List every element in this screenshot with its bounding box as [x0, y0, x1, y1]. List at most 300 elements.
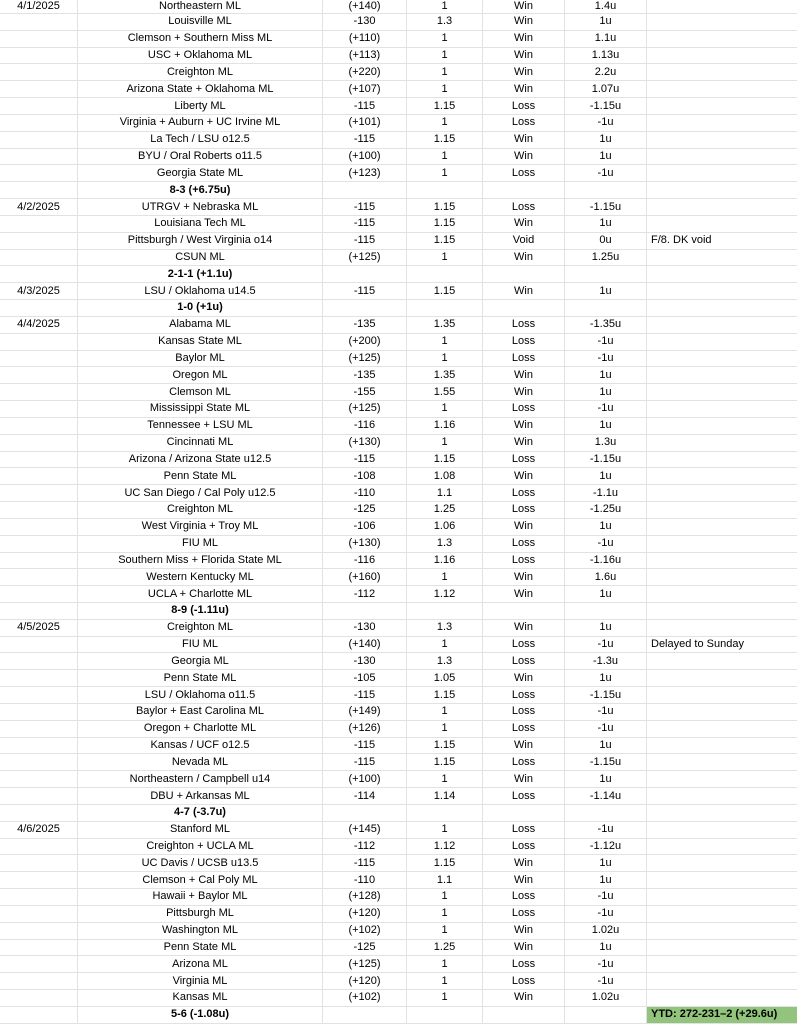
date-cell[interactable]	[0, 805, 78, 822]
stake-cell[interactable]: 1	[407, 771, 483, 788]
stake-cell[interactable]: 1.15	[407, 738, 483, 755]
odds-cell[interactable]: (+102)	[323, 923, 407, 940]
date-cell[interactable]	[0, 31, 78, 48]
stake-cell[interactable]	[407, 603, 483, 620]
ytd-total-cell[interactable]: YTD: 272-231–2 (+29.6u)	[647, 1007, 797, 1024]
odds-cell[interactable]: (+140)	[323, 637, 407, 654]
bet-cell[interactable]: Virginia + Auburn + UC Irvine ML	[78, 115, 323, 132]
odds-cell[interactable]: -115	[323, 687, 407, 704]
odds-cell[interactable]	[323, 266, 407, 283]
daily-summary-cell[interactable]: 4-7 (-3.7u)	[78, 805, 323, 822]
odds-cell[interactable]: -130	[323, 14, 407, 31]
bet-cell[interactable]: Clemson + Southern Miss ML	[78, 31, 323, 48]
date-cell[interactable]	[0, 889, 78, 906]
notes-cell[interactable]	[647, 889, 797, 906]
notes-cell[interactable]	[647, 468, 797, 485]
notes-cell[interactable]	[647, 839, 797, 856]
bet-cell[interactable]: CSUN ML	[78, 250, 323, 267]
daily-summary-cell[interactable]: 5-6 (-1.08u)	[78, 1007, 323, 1024]
units-cell[interactable]	[565, 805, 647, 822]
units-cell[interactable]: -1.14u	[565, 788, 647, 805]
notes-cell[interactable]	[647, 721, 797, 738]
bet-cell[interactable]: Liberty ML	[78, 98, 323, 115]
date-cell[interactable]	[0, 233, 78, 250]
bet-cell[interactable]: Arizona ML	[78, 956, 323, 973]
notes-cell[interactable]	[647, 670, 797, 687]
date-cell[interactable]	[0, 384, 78, 401]
notes-cell[interactable]	[647, 923, 797, 940]
units-cell[interactable]: 1u	[565, 586, 647, 603]
units-cell[interactable]: 1u	[565, 519, 647, 536]
bet-cell[interactable]: Clemson ML	[78, 384, 323, 401]
result-cell[interactable]: Win	[483, 81, 565, 98]
notes-cell[interactable]	[647, 653, 797, 670]
odds-cell[interactable]: -115	[323, 738, 407, 755]
bet-cell[interactable]: Penn State ML	[78, 940, 323, 957]
result-cell[interactable]: Loss	[483, 822, 565, 839]
stake-cell[interactable]: 1.15	[407, 283, 483, 300]
odds-cell[interactable]: (+123)	[323, 165, 407, 182]
date-cell[interactable]	[0, 132, 78, 149]
odds-cell[interactable]: (+220)	[323, 64, 407, 81]
stake-cell[interactable]: 1	[407, 31, 483, 48]
units-cell[interactable]: 1.07u	[565, 81, 647, 98]
stake-cell[interactable]: 1.15	[407, 687, 483, 704]
stake-cell[interactable]: 1.14	[407, 788, 483, 805]
units-cell[interactable]: -1u	[565, 906, 647, 923]
stake-cell[interactable]: 1.15	[407, 216, 483, 233]
units-cell[interactable]: -1u	[565, 401, 647, 418]
stake-cell[interactable]: 1	[407, 822, 483, 839]
date-cell[interactable]	[0, 872, 78, 889]
result-cell[interactable]: Win	[483, 990, 565, 1007]
notes-cell[interactable]	[647, 872, 797, 889]
result-cell[interactable]: Win	[483, 384, 565, 401]
odds-cell[interactable]: (+125)	[323, 250, 407, 267]
bet-cell[interactable]: Baylor ML	[78, 351, 323, 368]
units-cell[interactable]: 1u	[565, 620, 647, 637]
date-cell[interactable]	[0, 687, 78, 704]
result-cell[interactable]: Win	[483, 283, 565, 300]
units-cell[interactable]: 1u	[565, 418, 647, 435]
daily-summary-cell[interactable]: 2-1-1 (+1.1u)	[78, 266, 323, 283]
date-cell[interactable]	[0, 990, 78, 1007]
date-cell[interactable]	[0, 64, 78, 81]
stake-cell[interactable]: 1	[407, 637, 483, 654]
odds-cell[interactable]: (+113)	[323, 48, 407, 65]
units-cell[interactable]: 1u	[565, 149, 647, 166]
odds-cell[interactable]	[323, 300, 407, 317]
bet-cell[interactable]: Creighton ML	[78, 502, 323, 519]
units-cell[interactable]: 1u	[565, 14, 647, 31]
units-cell[interactable]: -1u	[565, 721, 647, 738]
units-cell[interactable]: 1u	[565, 367, 647, 384]
bet-cell[interactable]: Creighton ML	[78, 620, 323, 637]
units-cell[interactable]: -1u	[565, 351, 647, 368]
notes-cell[interactable]	[647, 502, 797, 519]
stake-cell[interactable]: 1.3	[407, 14, 483, 31]
notes-cell[interactable]	[647, 738, 797, 755]
notes-cell[interactable]	[647, 553, 797, 570]
bet-cell[interactable]: Kansas State ML	[78, 334, 323, 351]
notes-cell[interactable]	[647, 771, 797, 788]
stake-cell[interactable]: 1.3	[407, 620, 483, 637]
stake-cell[interactable]: 1.35	[407, 367, 483, 384]
notes-cell[interactable]	[647, 149, 797, 166]
date-cell[interactable]	[0, 351, 78, 368]
date-cell[interactable]	[0, 637, 78, 654]
notes-cell[interactable]	[647, 990, 797, 1007]
stake-cell[interactable]: 1.16	[407, 418, 483, 435]
date-cell[interactable]: 4/6/2025	[0, 822, 78, 839]
result-cell[interactable]: Win	[483, 149, 565, 166]
notes-cell[interactable]	[647, 435, 797, 452]
bet-cell[interactable]: Kansas ML	[78, 990, 323, 1007]
result-cell[interactable]: Win	[483, 418, 565, 435]
units-cell[interactable]: -1.15u	[565, 199, 647, 216]
result-cell[interactable]: Win	[483, 586, 565, 603]
stake-cell[interactable]: 1.3	[407, 653, 483, 670]
stake-cell[interactable]: 1.05	[407, 670, 483, 687]
result-cell[interactable]: Win	[483, 569, 565, 586]
bet-cell[interactable]: FIU ML	[78, 536, 323, 553]
bet-cell[interactable]: Kansas / UCF o12.5	[78, 738, 323, 755]
bet-cell[interactable]: Hawaii + Baylor ML	[78, 889, 323, 906]
result-cell[interactable]: Loss	[483, 637, 565, 654]
date-cell[interactable]	[0, 468, 78, 485]
stake-cell[interactable]: 1.12	[407, 839, 483, 856]
bet-cell[interactable]: Cincinnati ML	[78, 435, 323, 452]
result-cell[interactable]: Win	[483, 670, 565, 687]
stake-cell[interactable]: 1.15	[407, 754, 483, 771]
bet-cell[interactable]: Mississippi State ML	[78, 401, 323, 418]
stake-cell[interactable]: 1.15	[407, 98, 483, 115]
stake-cell[interactable]: 1.15	[407, 855, 483, 872]
odds-cell[interactable]: (+149)	[323, 704, 407, 721]
notes-cell[interactable]	[647, 31, 797, 48]
result-cell[interactable]	[483, 266, 565, 283]
units-cell[interactable]: -1.16u	[565, 553, 647, 570]
units-cell[interactable]	[565, 1007, 647, 1024]
odds-cell[interactable]: -112	[323, 839, 407, 856]
result-cell[interactable]: Loss	[483, 754, 565, 771]
result-cell[interactable]: Loss	[483, 334, 565, 351]
odds-cell[interactable]: (+107)	[323, 81, 407, 98]
bet-cell[interactable]: LSU / Oklahoma u14.5	[78, 283, 323, 300]
stake-cell[interactable]: 1.3	[407, 536, 483, 553]
notes-cell[interactable]	[647, 165, 797, 182]
stake-cell[interactable]: 1	[407, 721, 483, 738]
notes-cell[interactable]	[647, 81, 797, 98]
result-cell[interactable]: Win	[483, 0, 565, 14]
result-cell[interactable]: Win	[483, 435, 565, 452]
notes-cell[interactable]	[647, 367, 797, 384]
date-cell[interactable]: 4/5/2025	[0, 620, 78, 637]
bet-cell[interactable]: Georgia ML	[78, 653, 323, 670]
result-cell[interactable]: Loss	[483, 502, 565, 519]
notes-cell[interactable]	[647, 14, 797, 31]
bet-cell[interactable]: Southern Miss + Florida State ML	[78, 553, 323, 570]
result-cell[interactable]: Void	[483, 233, 565, 250]
notes-cell[interactable]	[647, 300, 797, 317]
bet-cell[interactable]: Virginia ML	[78, 973, 323, 990]
result-cell[interactable]: Loss	[483, 317, 565, 334]
odds-cell[interactable]: (+120)	[323, 973, 407, 990]
odds-cell[interactable]: -130	[323, 653, 407, 670]
result-cell[interactable]	[483, 300, 565, 317]
odds-cell[interactable]: (+130)	[323, 536, 407, 553]
stake-cell[interactable]: 1.1	[407, 485, 483, 502]
bet-cell[interactable]: Oregon ML	[78, 367, 323, 384]
odds-cell[interactable]: -115	[323, 216, 407, 233]
units-cell[interactable]: -1.3u	[565, 653, 647, 670]
odds-cell[interactable]: (+128)	[323, 889, 407, 906]
result-cell[interactable]: Loss	[483, 401, 565, 418]
stake-cell[interactable]: 1	[407, 889, 483, 906]
units-cell[interactable]	[565, 182, 647, 199]
bet-cell[interactable]: UC Davis / UCSB u13.5	[78, 855, 323, 872]
odds-cell[interactable]: -135	[323, 317, 407, 334]
date-cell[interactable]	[0, 519, 78, 536]
odds-cell[interactable]	[323, 182, 407, 199]
notes-cell[interactable]	[647, 418, 797, 435]
stake-cell[interactable]: 1.15	[407, 233, 483, 250]
odds-cell[interactable]: (+101)	[323, 115, 407, 132]
date-cell[interactable]: 4/4/2025	[0, 317, 78, 334]
date-cell[interactable]	[0, 788, 78, 805]
result-cell[interactable]: Win	[483, 468, 565, 485]
bet-cell[interactable]: Penn State ML	[78, 468, 323, 485]
odds-cell[interactable]	[323, 603, 407, 620]
units-cell[interactable]: -1.1u	[565, 485, 647, 502]
stake-cell[interactable]: 1.25	[407, 502, 483, 519]
units-cell[interactable]: -1u	[565, 956, 647, 973]
units-cell[interactable]: 1u	[565, 771, 647, 788]
odds-cell[interactable]: -105	[323, 670, 407, 687]
notes-cell[interactable]	[647, 973, 797, 990]
bet-cell[interactable]: FIU ML	[78, 637, 323, 654]
odds-cell[interactable]: (+102)	[323, 990, 407, 1007]
result-cell[interactable]: Loss	[483, 839, 565, 856]
units-cell[interactable]: -1.25u	[565, 502, 647, 519]
odds-cell[interactable]: (+200)	[323, 334, 407, 351]
stake-cell[interactable]: 1	[407, 64, 483, 81]
units-cell[interactable]: -1u	[565, 637, 647, 654]
odds-cell[interactable]: -130	[323, 620, 407, 637]
stake-cell[interactable]: 1.15	[407, 452, 483, 469]
notes-cell[interactable]	[647, 401, 797, 418]
result-cell[interactable]: Win	[483, 620, 565, 637]
bet-cell[interactable]: Creighton ML	[78, 64, 323, 81]
date-cell[interactable]	[0, 367, 78, 384]
bet-cell[interactable]: Louisville ML	[78, 14, 323, 31]
date-cell[interactable]	[0, 48, 78, 65]
date-cell[interactable]	[0, 165, 78, 182]
odds-cell[interactable]: -112	[323, 586, 407, 603]
units-cell[interactable]: 1u	[565, 216, 647, 233]
result-cell[interactable]: Loss	[483, 199, 565, 216]
odds-cell[interactable]: -114	[323, 788, 407, 805]
result-cell[interactable]: Loss	[483, 889, 565, 906]
result-cell[interactable]: Loss	[483, 687, 565, 704]
units-cell[interactable]: 1.1u	[565, 31, 647, 48]
notes-cell[interactable]	[647, 822, 797, 839]
result-cell[interactable]: Loss	[483, 973, 565, 990]
notes-cell[interactable]: F/8. DK void	[647, 233, 797, 250]
bet-cell[interactable]: Northeastern ML	[78, 0, 323, 14]
units-cell[interactable]: -1.12u	[565, 839, 647, 856]
odds-cell[interactable]: -110	[323, 872, 407, 889]
bet-cell[interactable]: Penn State ML	[78, 670, 323, 687]
date-cell[interactable]	[0, 553, 78, 570]
date-cell[interactable]	[0, 115, 78, 132]
stake-cell[interactable]	[407, 182, 483, 199]
result-cell[interactable]: Win	[483, 31, 565, 48]
notes-cell[interactable]	[647, 519, 797, 536]
stake-cell[interactable]: 1	[407, 569, 483, 586]
result-cell[interactable]: Win	[483, 250, 565, 267]
odds-cell[interactable]: -115	[323, 233, 407, 250]
notes-cell[interactable]	[647, 64, 797, 81]
date-cell[interactable]	[0, 418, 78, 435]
result-cell[interactable]: Loss	[483, 165, 565, 182]
result-cell[interactable]: Win	[483, 940, 565, 957]
stake-cell[interactable]: 1.15	[407, 132, 483, 149]
stake-cell[interactable]	[407, 805, 483, 822]
date-cell[interactable]	[0, 923, 78, 940]
notes-cell[interactable]	[647, 283, 797, 300]
result-cell[interactable]: Win	[483, 738, 565, 755]
odds-cell[interactable]: (+100)	[323, 149, 407, 166]
units-cell[interactable]: 1.25u	[565, 250, 647, 267]
result-cell[interactable]	[483, 603, 565, 620]
bet-cell[interactable]: La Tech / LSU o12.5	[78, 132, 323, 149]
odds-cell[interactable]: -116	[323, 418, 407, 435]
units-cell[interactable]: -1u	[565, 115, 647, 132]
date-cell[interactable]	[0, 1007, 78, 1024]
notes-cell[interactable]	[647, 351, 797, 368]
odds-cell[interactable]	[323, 805, 407, 822]
stake-cell[interactable]: 1.25	[407, 940, 483, 957]
odds-cell[interactable]: (+120)	[323, 906, 407, 923]
result-cell[interactable]: Loss	[483, 485, 565, 502]
bet-cell[interactable]: Louisiana Tech ML	[78, 216, 323, 233]
notes-cell[interactable]	[647, 132, 797, 149]
units-cell[interactable]: -1u	[565, 973, 647, 990]
bet-cell[interactable]: UC San Diego / Cal Poly u12.5	[78, 485, 323, 502]
odds-cell[interactable]: -125	[323, 940, 407, 957]
notes-cell[interactable]	[647, 317, 797, 334]
result-cell[interactable]: Win	[483, 216, 565, 233]
stake-cell[interactable]	[407, 266, 483, 283]
units-cell[interactable]: 1u	[565, 940, 647, 957]
stake-cell[interactable]: 1	[407, 0, 483, 14]
result-cell[interactable]: Win	[483, 14, 565, 31]
bet-cell[interactable]: Northeastern / Campbell u14	[78, 771, 323, 788]
units-cell[interactable]: -1.35u	[565, 317, 647, 334]
stake-cell[interactable]: 1.06	[407, 519, 483, 536]
odds-cell[interactable]: (+140)	[323, 0, 407, 14]
result-cell[interactable]: Win	[483, 64, 565, 81]
stake-cell[interactable]: 1	[407, 334, 483, 351]
bet-cell[interactable]: DBU + Arkansas ML	[78, 788, 323, 805]
result-cell[interactable]: Win	[483, 872, 565, 889]
date-cell[interactable]	[0, 738, 78, 755]
bet-cell[interactable]: Arizona / Arizona State u12.5	[78, 452, 323, 469]
odds-cell[interactable]: -115	[323, 754, 407, 771]
units-cell[interactable]: -1.15u	[565, 687, 647, 704]
odds-cell[interactable]: -125	[323, 502, 407, 519]
notes-cell[interactable]	[647, 754, 797, 771]
date-cell[interactable]	[0, 839, 78, 856]
result-cell[interactable]: Loss	[483, 536, 565, 553]
notes-cell[interactable]	[647, 216, 797, 233]
stake-cell[interactable]: 1.08	[407, 468, 483, 485]
date-cell[interactable]	[0, 485, 78, 502]
stake-cell[interactable]: 1	[407, 81, 483, 98]
bet-cell[interactable]: Washington ML	[78, 923, 323, 940]
result-cell[interactable]: Win	[483, 48, 565, 65]
odds-cell[interactable]: -155	[323, 384, 407, 401]
stake-cell[interactable]: 1.16	[407, 553, 483, 570]
date-cell[interactable]	[0, 266, 78, 283]
units-cell[interactable]	[565, 603, 647, 620]
notes-cell[interactable]	[647, 485, 797, 502]
odds-cell[interactable]: -115	[323, 199, 407, 216]
date-cell[interactable]	[0, 452, 78, 469]
bet-cell[interactable]: BYU / Oral Roberts o11.5	[78, 149, 323, 166]
units-cell[interactable]: -1u	[565, 704, 647, 721]
bet-cell[interactable]: LSU / Oklahoma o11.5	[78, 687, 323, 704]
units-cell[interactable]: 0u	[565, 233, 647, 250]
date-cell[interactable]	[0, 973, 78, 990]
odds-cell[interactable]: (+126)	[323, 721, 407, 738]
result-cell[interactable]: Loss	[483, 788, 565, 805]
odds-cell[interactable]: -135	[323, 367, 407, 384]
result-cell[interactable]: Loss	[483, 553, 565, 570]
notes-cell[interactable]	[647, 620, 797, 637]
date-cell[interactable]	[0, 502, 78, 519]
date-cell[interactable]	[0, 670, 78, 687]
date-cell[interactable]: 4/3/2025	[0, 283, 78, 300]
date-cell[interactable]	[0, 149, 78, 166]
units-cell[interactable]: -1.15u	[565, 98, 647, 115]
stake-cell[interactable]: 1	[407, 115, 483, 132]
daily-summary-cell[interactable]: 8-9 (-1.11u)	[78, 603, 323, 620]
odds-cell[interactable]: (+160)	[323, 569, 407, 586]
units-cell[interactable]: 1.6u	[565, 569, 647, 586]
date-cell[interactable]	[0, 435, 78, 452]
units-cell[interactable]: -1u	[565, 165, 647, 182]
stake-cell[interactable]: 1	[407, 973, 483, 990]
result-cell[interactable]: Win	[483, 367, 565, 384]
units-cell[interactable]: 1u	[565, 132, 647, 149]
stake-cell[interactable]: 1	[407, 48, 483, 65]
date-cell[interactable]	[0, 334, 78, 351]
stake-cell[interactable]: 1	[407, 165, 483, 182]
notes-cell[interactable]	[647, 334, 797, 351]
result-cell[interactable]: Loss	[483, 115, 565, 132]
bet-cell[interactable]: Alabama ML	[78, 317, 323, 334]
odds-cell[interactable]: (+130)	[323, 435, 407, 452]
result-cell[interactable]: Loss	[483, 721, 565, 738]
notes-cell[interactable]	[647, 536, 797, 553]
units-cell[interactable]: -1u	[565, 536, 647, 553]
bet-cell[interactable]: Georgia State ML	[78, 165, 323, 182]
result-cell[interactable]: Loss	[483, 704, 565, 721]
bet-cell[interactable]: Clemson + Cal Poly ML	[78, 872, 323, 889]
stake-cell[interactable]: 1.15	[407, 199, 483, 216]
